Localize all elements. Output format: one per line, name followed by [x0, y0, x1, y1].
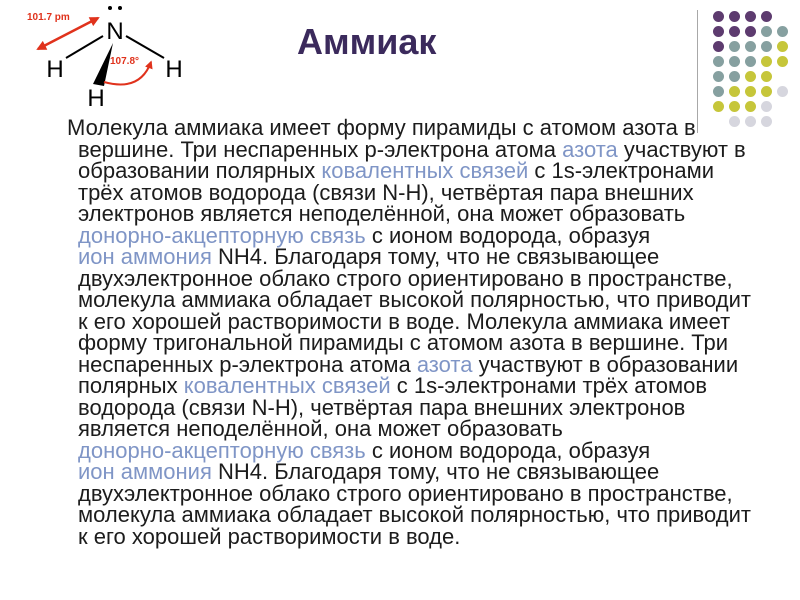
body-link[interactable]: азота [416, 351, 473, 377]
body-text: с 1s-электронами [528, 158, 715, 183]
decor-dot [761, 71, 772, 82]
ammonia-molecule-diagram [0, 0, 200, 115]
body-text: водорода (связи N-H), четвёртая пара внешних электронов [78, 394, 686, 420]
body-text: с ионом водорода, образуя [365, 222, 651, 248]
decor-dot [761, 26, 772, 37]
body-text: электронов является неподелённой, она может образовать [78, 201, 686, 226]
decor-dot [713, 86, 724, 97]
hydrogen-atom-label: H [87, 85, 105, 112]
body-text: образовании полярных [78, 158, 322, 183]
body-text: участвуют в образовании [472, 351, 739, 377]
body-link[interactable]: ион аммония [78, 459, 212, 484]
decor-dot [713, 101, 724, 112]
bond-angle-label: 107.8° [110, 56, 140, 67]
slide-body-text [0, 117, 800, 547]
body-text: неспаренных р-электрона атома [78, 351, 417, 377]
body-link[interactable]: ковалентных связей [321, 158, 529, 183]
decor-dot [745, 56, 756, 67]
decor-dot [761, 41, 772, 52]
body-line [0, 480, 800, 506]
body-text: двухэлектронное облако строго ориентировано в пространстве, [78, 265, 733, 291]
decor-dot [729, 26, 740, 37]
body-link[interactable]: ковалентных связей [183, 373, 391, 398]
body-text: с ионом водорода, образуя [365, 437, 651, 463]
decor-dot [777, 56, 788, 67]
body-line [0, 461, 800, 483]
decor-dot [729, 41, 740, 52]
body-link[interactable]: азота [562, 136, 618, 162]
decor-dot [729, 86, 740, 97]
body-line [0, 179, 800, 205]
decor-dot [745, 101, 756, 112]
hydrogen-atom-label: H [46, 56, 64, 83]
body-text: с 1s-электронами трёх атомов [390, 373, 708, 398]
vertical-divider [697, 10, 698, 133]
nitrogen-atom-label: N [106, 18, 124, 45]
decor-dot [777, 41, 788, 52]
decor-dot [745, 41, 756, 52]
body-line [0, 437, 800, 463]
body-text: форму тригональной пирамиды с атомом азота в вершине. Три [78, 330, 729, 355]
body-text: двухэлектронное облако строго ориентировано в пространстве, [78, 480, 733, 506]
body-line [0, 203, 800, 225]
decor-dot [745, 26, 756, 37]
body-text: молекула аммиака обладает высокой полярностью, что приводит [78, 502, 751, 527]
decor-dot [713, 71, 724, 82]
body-line [0, 117, 800, 139]
body-link[interactable]: донорно-акцепторную связь [78, 222, 366, 248]
decor-dot [745, 71, 756, 82]
decor-dot [713, 26, 724, 37]
body-text: полярных [78, 373, 184, 398]
body-text: к его хорошей растворимости в воде. Молекула аммиака имеет [78, 308, 731, 334]
decor-dot [729, 56, 740, 67]
body-text: NH4. Благодаря тому, что не связывающее [211, 244, 660, 269]
body-text: Молекула аммиака имеет форму пирамиды с атомом азота в [67, 115, 696, 140]
body-text: к его хорошей растворимости в воде. [78, 523, 461, 549]
body-line [0, 351, 800, 377]
lone-pair-dot [108, 6, 112, 10]
body-line [0, 504, 800, 526]
body-line [0, 375, 800, 397]
decor-dot [729, 11, 740, 22]
decor-dot [729, 101, 740, 112]
body-line [0, 308, 800, 334]
body-line [0, 289, 800, 311]
body-text: вершине. Три неспаренных р-электрона атома [78, 136, 563, 162]
body-line [0, 418, 800, 440]
decor-dot [761, 101, 772, 112]
decor-dot [761, 86, 772, 97]
body-line [0, 246, 800, 268]
body-link[interactable]: донорно-акцепторную связь [78, 437, 366, 463]
decor-dot [713, 56, 724, 67]
body-text: участвуют в [617, 136, 746, 162]
decor-dot [777, 86, 788, 97]
decor-dot [729, 71, 740, 82]
hydrogen-atom-label: H [165, 56, 183, 83]
decor-dot [713, 41, 724, 52]
decor-dot [777, 26, 788, 37]
bond-line [126, 36, 164, 58]
body-link[interactable]: ион аммония [78, 244, 212, 269]
body-text: NH4. Благодаря тому, что не связывающее [211, 459, 660, 484]
decorative-dot-grid [713, 11, 795, 133]
body-line [0, 332, 800, 354]
body-line [0, 136, 800, 162]
body-text: молекула аммиака обладает высокой полярностью, что приводит [78, 287, 751, 312]
decor-dot [745, 86, 756, 97]
body-line [0, 222, 800, 248]
bond-length-label: 101.7 pm [27, 12, 70, 23]
decor-dot [745, 11, 756, 22]
slide-title: Аммиак [297, 21, 437, 62]
body-line [0, 523, 800, 549]
body-text: трёх атомов водорода (связи N-H), четвёртая пара внешних [78, 179, 694, 205]
bond-line [66, 36, 103, 58]
decor-dot [761, 11, 772, 22]
body-line [0, 265, 800, 291]
body-line [0, 160, 800, 182]
decor-dot [761, 56, 772, 67]
decor-dot [713, 11, 724, 22]
body-text: является неподелённой, она может образовать [78, 416, 563, 441]
body-line [0, 394, 800, 420]
lone-pair-dot [118, 6, 122, 10]
